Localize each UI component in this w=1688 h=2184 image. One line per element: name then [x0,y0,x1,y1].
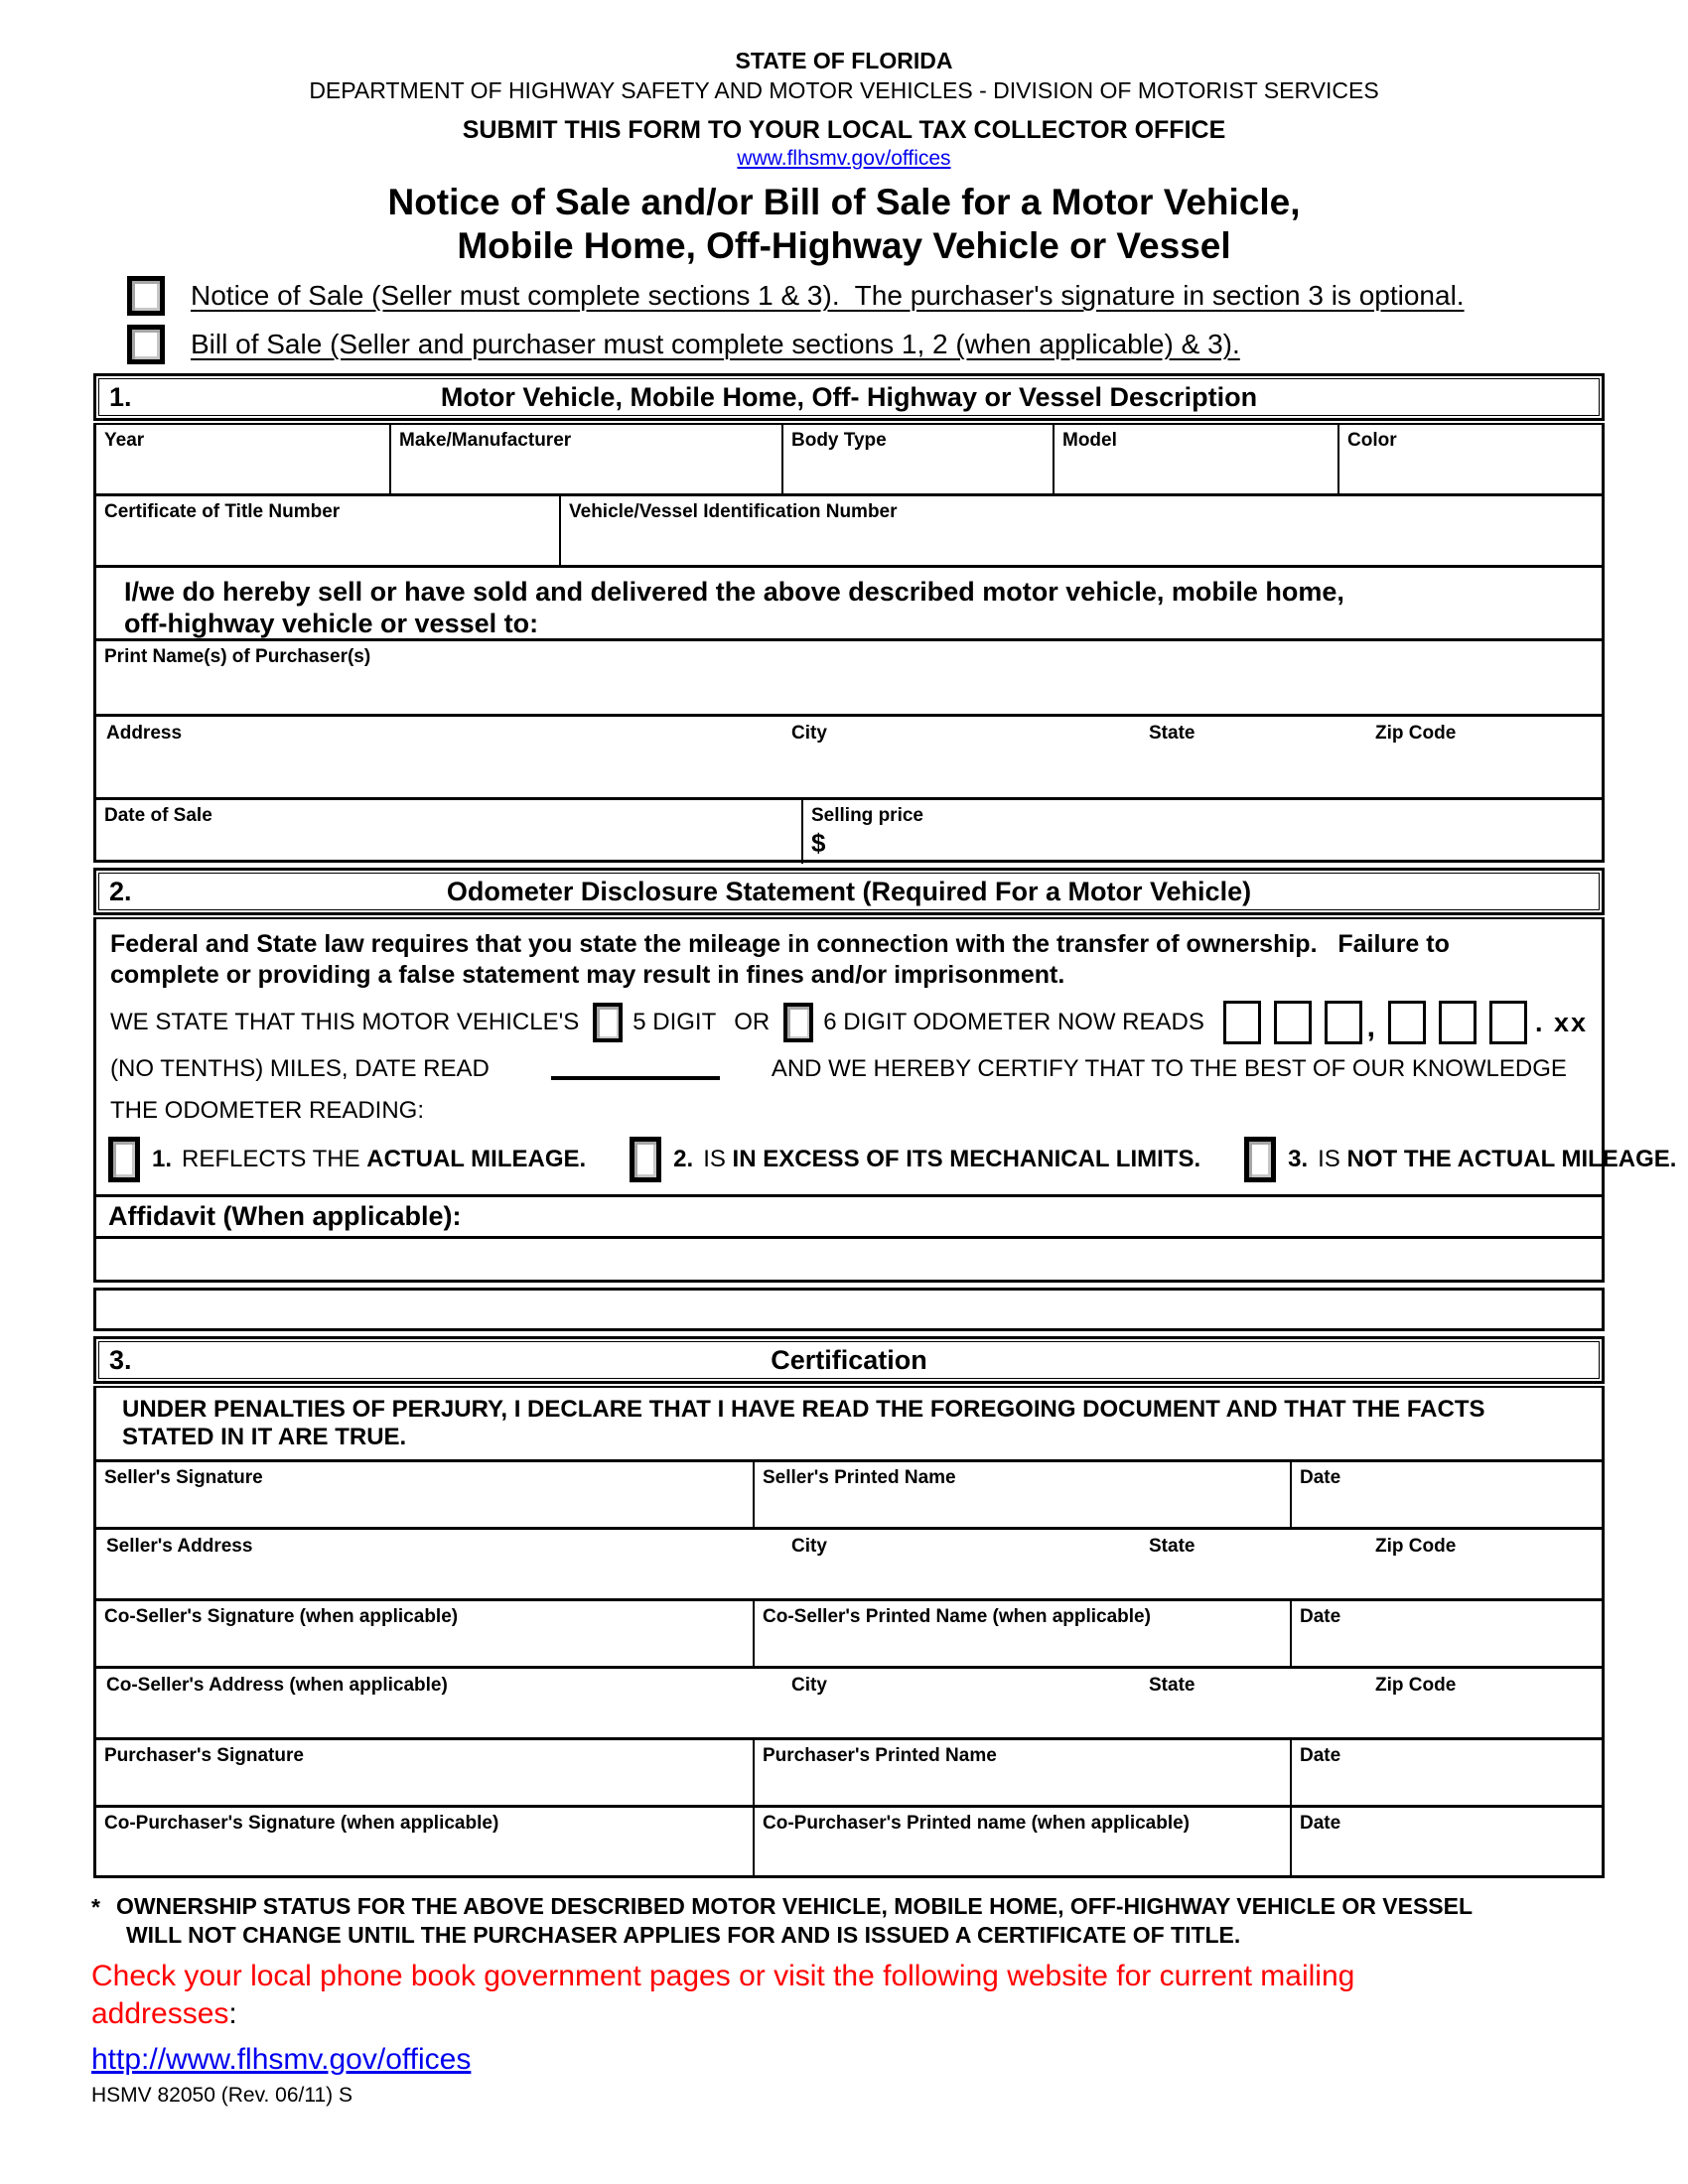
six-digit-label: 6 DIGIT ODOMETER NOW READS [823,1009,1204,1035]
sellers-signature-field[interactable] [96,1462,755,1527]
affidavit-label: Affidavit (When applicable): [108,1201,462,1231]
section1-body [93,423,1605,863]
state-title: STATE OF FLORIDA [735,48,953,73]
co-purchasers-printed-name-label: Co-Purchaser's Printed name (when applicable) [763,1813,1191,1834]
sellers-printed-name-label: Seller's Printed Name [763,1467,956,1488]
five-digit-label: 5 DIGIT [633,1009,717,1035]
model-field[interactable] [1055,425,1339,493]
title-number-field[interactable] [96,496,561,565]
purchaser-date-label: Date [1300,1745,1341,1766]
notice-of-sale-option [127,276,1688,316]
six-digit-checkbox[interactable] [783,1003,813,1042]
option3-number: 3. [1288,1146,1309,1172]
co-seller-zip-label: Zip Code [1375,1675,1457,1696]
purchaser-names-label: Print Name(s) of Purchaser(s) [104,646,371,667]
sell-statement [96,568,1602,641]
purchasers-printed-name-field[interactable] [755,1740,1292,1805]
title-vin-row [96,496,1602,568]
offices-url-link[interactable]: http://www.flhsmv.gov/offices [91,2043,472,2076]
make-manufacturer-field[interactable] [391,425,783,493]
vehicle-description-row [96,425,1602,496]
co-purchasers-signature-field[interactable] [96,1808,755,1875]
address-label: Address [106,723,183,744]
option1-number: 1. [152,1146,173,1172]
section3-header [93,1336,1605,1384]
ownership-note-text [116,1892,1473,1950]
odometer-digit-box-2[interactable] [1274,1001,1312,1044]
date-of-sale-label: Date of Sale [104,805,212,826]
co-sellers-address-field[interactable] [96,1669,1602,1740]
purchaser-date-field[interactable] [1292,1740,1602,1805]
offices-link[interactable]: www.flhsmv.gov/offices [737,147,951,170]
mailing-note-addresses: addresses [91,1997,229,2030]
form-type-options [127,276,1688,364]
certify-suffix: AND WE HEREBY CERTIFY THAT TO THE BEST OF OUR KNOWLEDGE [771,1055,1567,1082]
sellers-signature-label: Seller's Signature [104,1467,263,1488]
section2-title: Odometer Disclosure Statement (Required For a Motor Vehicle) [446,876,1252,906]
section2-body [93,917,1677,1197]
option1-text: REFLECTS THE [182,1146,367,1172]
date-of-sale-field[interactable] [96,800,803,864]
co-seller-state-label: State [1149,1675,1196,1696]
co-purchaser-signature-row [96,1808,1602,1875]
option3-text: IS [1318,1146,1347,1172]
excess-mechanical-limits-option [630,1137,1200,1182]
odometer-reading-label: THE ODOMETER READING: [110,1097,425,1124]
perjury-statement [96,1388,1602,1462]
vin-field[interactable] [561,496,1602,565]
seller-date-label: Date [1300,1467,1341,1488]
color-field[interactable] [1339,425,1602,493]
affidavit-header [93,1197,1605,1239]
co-sellers-signature-field[interactable] [96,1601,755,1666]
co-sellers-signature-label: Co-Seller's Signature (when applicable) [104,1606,459,1627]
actual-mileage-checkbox[interactable] [108,1137,140,1182]
section1-header [93,373,1605,421]
option2-number: 2. [673,1146,694,1172]
notice-of-sale-checkbox[interactable] [127,276,165,316]
state-label: State [1149,723,1196,744]
section2-header [93,868,1605,915]
seller-city-label: City [791,1536,827,1557]
mailing-note-line2 [91,1995,1688,2033]
odometer-decimal-suffix: . xx [1534,1007,1588,1037]
seller-signature-row [96,1462,1602,1530]
mailing-addresses-note [91,1958,1688,2033]
body-type-field[interactable] [783,425,1055,493]
submit-instruction: SUBMIT THIS FORM TO YOUR LOCAL TAX COLLECTOR OFFICE [462,116,1226,144]
sale-date-price-row [96,800,1602,860]
option1-bold-text: ACTUAL MILEAGE. [366,1146,587,1172]
option2-text: IS [703,1146,733,1172]
model-label: Model [1062,430,1117,451]
five-digit-checkbox[interactable] [593,1003,623,1042]
purchaser-names-field[interactable] [96,641,1602,717]
sellers-address-label: Seller's Address [106,1536,253,1557]
option2-bold-text: IN EXCESS OF ITS MECHANICAL LIMITS. [732,1146,1201,1172]
form-number: HSMV 82050 (Rev. 06/11) S [91,2084,353,2107]
perjury-line2: STATED IN IT ARE TRUE. [122,1424,407,1450]
sell-statement-line1: I/we do hereby sell or have sold and delivered the above described motor vehicle, mobile home, [124,577,1344,607]
odometer-digit-box-4[interactable] [1388,1001,1426,1044]
footer-link-row [91,2043,1688,2077]
co-seller-date-label: Date [1300,1606,1341,1627]
seller-date-field[interactable] [1292,1462,1602,1527]
form-body [93,373,1677,1878]
not-actual-mileage-option [1244,1137,1676,1182]
or-label: OR [734,1009,771,1035]
title-number-label: Certificate of Title Number [104,501,341,522]
not-actual-mileage-checkbox[interactable] [1244,1137,1276,1182]
bill-of-sale-option [127,325,1688,364]
selling-price-label: Selling price [811,805,923,826]
ownership-note [91,1892,1688,1950]
odometer-reads-line [96,991,1602,1044]
ownership-note-line2: WILL NOT CHANGE UNTIL THE PURCHASER APPLIES FOR AND IS ISSUED A CERTIFICATE OF TITLE. [125,1922,1241,1948]
selling-price-field[interactable] [803,800,1602,864]
perjury-line1: UNDER PENALTIES OF PERJURY, I DECLARE THAT I HAVE READ THE FOREGOING DOCUMENT AND THAT THE FACTS [122,1396,1485,1423]
seller-state-label: State [1149,1536,1196,1557]
vin-label: Vehicle/Vessel Identification Number [569,501,898,522]
odometer-law-line2: complete or providing a false statement may result in fines and/or imprisonment. [110,961,1065,989]
form-title-line2: Mobile Home, Off-Highway Vehicle or Vessel [457,225,1231,266]
section1-title: Motor Vehicle, Mobile Home, Off- Highway or Vessel Description [440,381,1258,412]
date-read-blank[interactable] [551,1054,720,1080]
year-label: Year [104,430,145,451]
odometer-digit-boxes [1210,1001,1588,1044]
section3-number: 3. [109,1344,132,1375]
option3-bold-text: NOT THE ACTUAL MILEAGE. [1346,1146,1677,1172]
section3-title: Certification [771,1344,927,1375]
notice-of-sale-label: Notice of Sale (Seller must complete sections 1 & 3). The purchaser's signature in section 3 is optional. [191,280,1465,311]
form-title-line1: Notice of Sale and/or Bill of Sale for a Motor Vehicle, [387,182,1301,222]
dollar-sign: $ [811,828,826,858]
section1-number: 1. [109,381,132,412]
co-purchasers-signature-label: Co-Purchaser's Signature (when applicable) [104,1813,499,1834]
make-label: Make/Manufacturer [399,430,572,451]
co-purchaser-date-field[interactable] [1292,1808,1602,1875]
odometer-digit-box-5[interactable] [1439,1001,1477,1044]
excess-mechanical-limits-checkbox[interactable] [630,1137,661,1182]
purchaser-signature-row [96,1740,1602,1808]
reads-prefix: WE STATE THAT THIS MOTOR VEHICLE'S [110,1009,580,1035]
date-read-prefix: (NO TENTHS) MILES, DATE READ [110,1055,490,1082]
co-purchaser-date-label: Date [1300,1813,1341,1834]
color-label: Color [1347,430,1397,451]
bill-of-sale-label: Bill of Sale (Seller and purchaser must complete sections 1, 2 (when applicable) & 3). [191,329,1240,359]
sell-statement-line2: off-highway vehicle or vessel to: [124,609,539,638]
co-seller-signature-row [96,1601,1602,1669]
seller-zip-label: Zip Code [1375,1536,1457,1557]
actual-mileage-option [108,1137,586,1182]
asterisk: * [91,1894,100,1920]
co-seller-city-label: City [791,1675,827,1696]
section2-number: 2. [109,876,132,906]
odometer-comma: , [1366,1011,1375,1043]
co-purchasers-printed-name-field[interactable] [755,1808,1292,1875]
section3-body [93,1386,1605,1878]
co-sellers-address-label: Co-Seller's Address (when applicable) [106,1675,448,1696]
purchaser-address-field[interactable] [96,717,1602,800]
year-field[interactable] [96,425,391,493]
sellers-printed-name-field[interactable] [755,1462,1292,1527]
sellers-address-field[interactable] [96,1530,1602,1601]
co-sellers-printed-name-field[interactable] [755,1601,1292,1666]
ownership-note-line1: OWNERSHIP STATUS FOR THE ABOVE DESCRIBED MOTOR VEHICLE, MOBILE HOME, OFF-HIGHWAY VEHICLE OR VESSEL [115,1893,1474,1919]
date-read-line [96,1044,1602,1084]
odometer-digit-box-3[interactable] [1325,1001,1362,1044]
odometer-digit-box-1[interactable] [1223,1001,1261,1044]
co-seller-date-field[interactable] [1292,1601,1602,1666]
zip-label: Zip Code [1375,723,1457,744]
bill-of-sale-checkbox[interactable] [127,325,165,364]
purchasers-signature-field[interactable] [96,1740,755,1805]
department-line: DEPARTMENT OF HIGHWAY SAFETY AND MOTOR VEHICLES - DIVISION OF MOTORIST SERVICES [309,77,1379,103]
co-sellers-printed-name-label: Co-Seller's Printed Name (when applicable) [763,1606,1151,1627]
affidavit-row-1[interactable] [93,1239,1605,1283]
mailing-note-colon: : [228,1997,237,2030]
city-label: City [791,723,827,744]
affidavit-row-2[interactable] [93,1288,1605,1331]
odometer-digit-box-6[interactable] [1489,1001,1527,1044]
purchasers-printed-name-label: Purchaser's Printed Name [763,1745,997,1766]
purchasers-signature-label: Purchaser's Signature [104,1745,304,1766]
odometer-reading-options [96,1125,1677,1194]
body-type-label: Body Type [791,430,887,451]
form-header [0,0,1688,268]
mailing-note-line1: Check your local phone book government pages or visit the following website for current mailing [91,1960,1355,1992]
odometer-law-line1: Federal and State law requires that you state the mileage in connection with the transfer of ownership. Failure to [110,930,1450,958]
